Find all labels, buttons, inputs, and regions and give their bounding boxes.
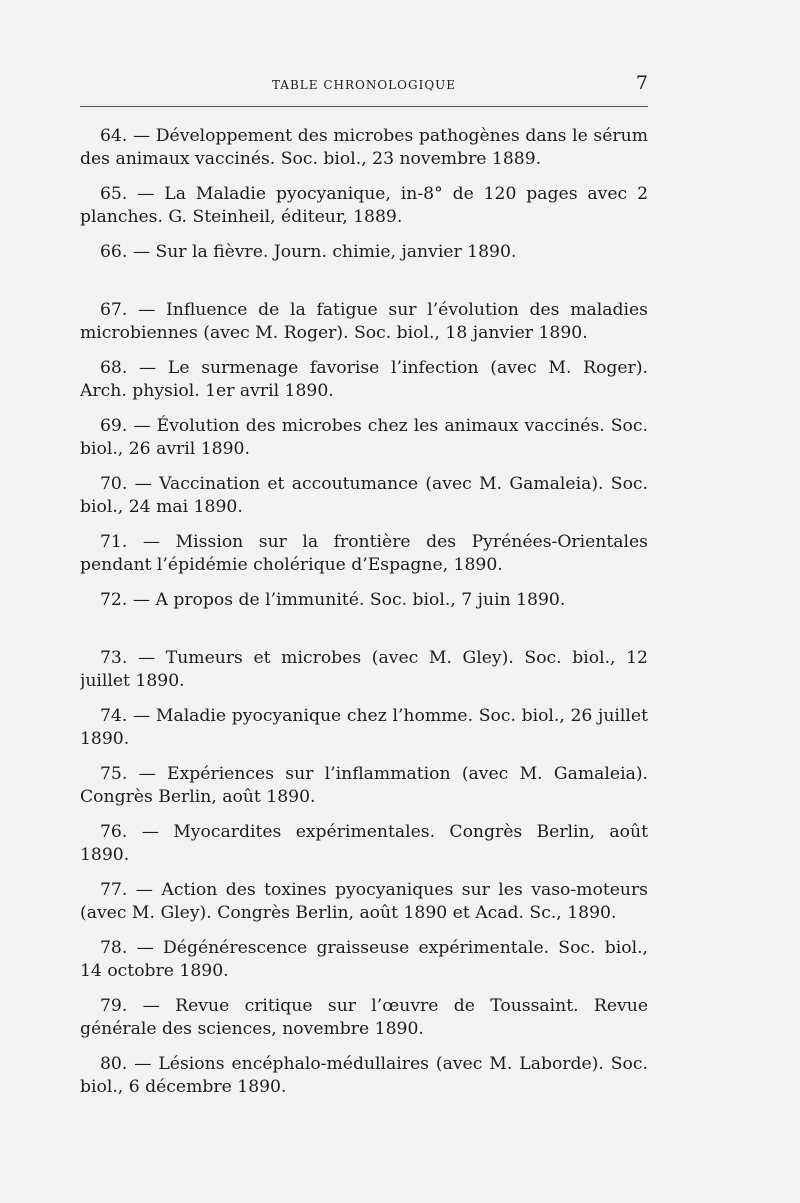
entry-number: 72. — [100, 590, 128, 610]
entry-text: — Développement des microbes pathogènes dans le sérum des animaux vaccinés. Soc. biol., 23 novembre 1889. — [80, 126, 648, 169]
header-rule — [80, 106, 648, 107]
entry-text: — Sur la fièvre. Journ. chimie, janvier 1890. — [132, 242, 517, 262]
bibliography-entry-71 — [80, 531, 648, 589]
bibliography-entry-68 — [80, 357, 648, 415]
bibliography-entry-70 — [80, 473, 648, 531]
bibliography-entry-65 — [80, 183, 648, 241]
entry-text: — Maladie pyocyanique chez l’homme. Soc. biol., 26 juillet 1890. — [80, 706, 648, 749]
entry-text: — Évolution des microbes chez les animaux vaccinés. Soc. biol., 26 avril 1890. — [80, 416, 648, 459]
running-title: TABLE CHRONOLOGIQUE — [271, 78, 457, 92]
entry-number: 80. — [100, 1054, 128, 1074]
page-header — [80, 74, 648, 96]
entry-number: 75. — [100, 764, 128, 784]
bibliography-entry-67 — [80, 299, 648, 357]
entry-number: 66. — [100, 242, 128, 262]
entry-text: — La Maladie pyocyanique, in-8° de 120 pages avec 2 planches. G. Steinheil, éditeur, 1889. — [80, 184, 648, 227]
entry-number: 74. — [100, 706, 128, 726]
entry-number: 71. — [100, 532, 128, 552]
entry-number: 78. — [100, 938, 128, 958]
entry-text: — Le surmenage favorise l’infection (avec M. Roger). Arch. physiol. 1er avril 1890. — [80, 358, 648, 401]
bibliography-entry-74 — [80, 705, 648, 763]
entry-number: 77. — [100, 880, 128, 900]
entry-text: — Lésions encéphalo-médullaires (avec M. Laborde). Soc. biol., 6 décembre 1890. — [80, 1054, 648, 1097]
entry-text: — Myocardites expérimentales. Congrès Berlin, août 1890. — [80, 822, 648, 865]
entry-number: 67. — [100, 300, 128, 320]
bibliography-entry-79 — [80, 995, 648, 1053]
entry-text: — Tumeurs et microbes (avec M. Gley). Soc. biol., 12 juillet 1890. — [80, 648, 648, 691]
page-number: 7 — [635, 72, 648, 94]
entry-number: 79. — [100, 996, 128, 1016]
bibliography-entry-78 — [80, 937, 648, 995]
entry-number: 73. — [100, 648, 128, 668]
entry-number: 68. — [100, 358, 128, 378]
entry-text: — Revue critique sur l’œuvre de Toussaint. Revue générale des sciences, novembre 1890. — [80, 996, 648, 1039]
entry-text: — Action des toxines pyocyaniques sur les vaso-moteurs (avec M. Gley). Congrès Berlin, août 1890 et Acad. Sc., 1890. — [80, 880, 648, 923]
entry-text: — Influence de la fatigue sur l’évolution des maladies microbiennes (avec M. Roger). Soc. biol., 18 janvier 1890. — [80, 300, 648, 343]
entry-text: — A propos de l’immunité. Soc. biol., 7 juin 1890. — [132, 590, 566, 610]
entry-text: — Dégénérescence graisseuse expérimentale. Soc. biol., 14 octobre 1890. — [80, 938, 648, 981]
bibliography-entry-77 — [80, 879, 648, 937]
entry-text: — Mission sur la frontière des Pyrénées-Orientales pendant l’épidémie cholérique d’Espagne, 1890. — [80, 532, 648, 575]
entry-number: 64. — [100, 126, 128, 146]
bibliography-entry-72 — [80, 589, 648, 647]
entry-list — [80, 125, 648, 1111]
entry-number: 69. — [100, 416, 128, 436]
bibliography-entry-66 — [80, 241, 648, 299]
entry-number: 76. — [100, 822, 128, 842]
entry-number: 65. — [100, 184, 128, 204]
bibliography-entry-69 — [80, 415, 648, 473]
entry-text: — Expériences sur l’inflammation (avec M. Gamaleia). Congrès Berlin, août 1890. — [80, 764, 648, 807]
bibliography-entry-73 — [80, 647, 648, 705]
bibliography-entry-80 — [80, 1053, 648, 1111]
bibliography-entry-75 — [80, 763, 648, 821]
bibliography-entry-64 — [80, 125, 648, 183]
bibliography-entry-76 — [80, 821, 648, 879]
entry-text: — Vaccination et accoutumance (avec M. Gamaleia). Soc. biol., 24 mai 1890. — [80, 474, 648, 517]
entry-number: 70. — [100, 474, 128, 494]
